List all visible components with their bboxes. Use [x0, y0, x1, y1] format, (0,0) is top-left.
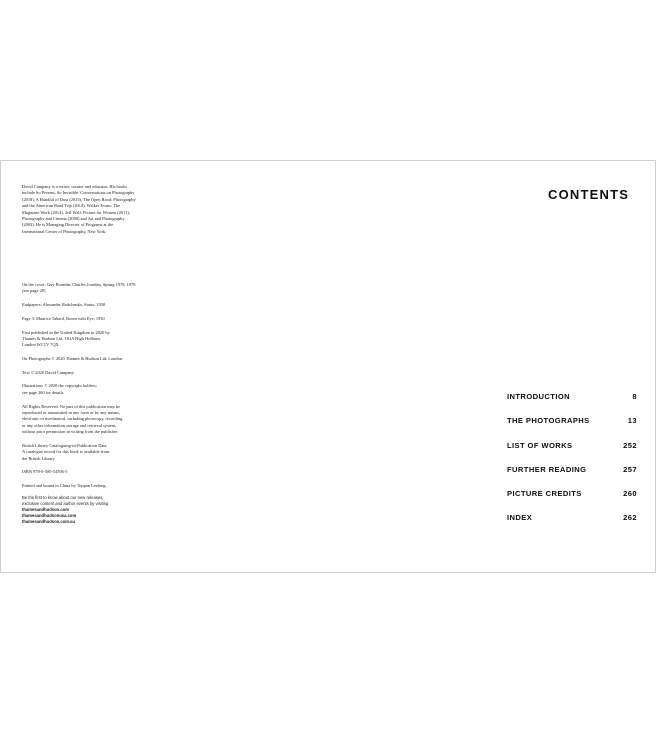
toc-entry-index[interactable] [507, 513, 637, 537]
isbn: ISBN 978-0-500-54506-5 [22, 469, 68, 475]
website-link[interactable]: thamesandhudson.com.au [22, 519, 76, 525]
toc-entry-the-photographs[interactable] [507, 416, 637, 440]
copyright-page [22, 184, 172, 525]
cover-credit-line: On the cover: Guy Bourdin, Charles Jourdan, Spring 1978, 1978 [22, 282, 136, 287]
bio-line: (2003). He is Managing Director of Programs at the [22, 222, 114, 228]
cover-credit-line: (see page 28) [22, 288, 46, 294]
text-copyright: Text © 2020 David Campany [22, 369, 74, 375]
first-published-line: Thames & Hudson Ltd, 181A High Holborn, [22, 335, 101, 341]
toc-label: LIST OF WORKS [507, 440, 573, 450]
on-photographs-copyright: On Photographs © 2020 Thames & Hudson Ltd, London [22, 356, 122, 362]
colophon [22, 282, 172, 526]
rights-line: without prior permission in writing from the publisher. [22, 429, 119, 435]
toc-page-number: 262 [623, 513, 637, 523]
toc-page-number: 13 [627, 416, 637, 426]
page3-credit: Page 3: Maurice Tabard, Room with Eye, 1930 [22, 315, 105, 321]
contents-title: CONTENTS [548, 187, 630, 202]
toc-page-number: 257 [623, 464, 637, 474]
bio-line: David Campany is a writer, curator and educator. His books [22, 184, 128, 189]
rights-line: electronic or mechanical, including photocopy, recording [22, 416, 123, 422]
promo-block [22, 495, 172, 526]
table-of-contents [507, 392, 637, 538]
british-library-line: British Library Cataloguing-in-Publication Data [22, 442, 107, 448]
website-link[interactable]: thamesandhudson.com [22, 506, 69, 512]
british-library-data [22, 443, 172, 462]
toc-entry-list-of-works[interactable] [507, 441, 637, 465]
toc-label: THE PHOTOGRAPHS [507, 416, 590, 426]
first-published-line: First published in the United Kingdom in 2020 by [22, 329, 110, 335]
toc-entry-further-reading[interactable] [507, 465, 637, 489]
toc-label: PICTURE CREDITS [507, 489, 582, 499]
bio-line: Magazine Work (2014), Jeff Wall: Picture for Women (2011), [22, 209, 130, 215]
illustrations-copyright [22, 383, 172, 396]
cover-credit [22, 282, 172, 295]
rights-line: reproduced or transmitted in any form or by any means, [22, 409, 121, 415]
toc-page-number: 260 [623, 489, 637, 499]
toc-page-number: 8 [632, 392, 637, 401]
promo-line: Be the first to know about our new releases, [22, 494, 104, 500]
book-spread [0, 160, 656, 573]
first-published-line: London WC1V 7QX [22, 342, 59, 348]
first-published [22, 330, 172, 349]
british-library-line: the British Library [22, 455, 55, 461]
toc-label: INTRODUCTION [507, 392, 571, 401]
rights-line: All Rights Reserved. No part of this publication may be [22, 403, 121, 409]
illustrations-line: see page 260 for details [22, 389, 64, 395]
endpapers-credit: Endpapers: Alexander Rodchenko, Stairs, 1930 [22, 302, 106, 308]
bio-line: International Center of Photography, New York. [22, 228, 107, 234]
toc-entry-picture-credits[interactable] [507, 489, 637, 513]
bio-line: and the American Road Trip (2014), Walker Evans: The [22, 203, 121, 209]
bio-line: Photography and Cinema (2008) and Art and Photography [22, 216, 125, 222]
promo-line: exclusive content and author events by visiting [22, 500, 109, 506]
toc-label: FURTHER READING [507, 464, 587, 474]
printed-in: Printed and bound in China by Toppan Leefung [22, 483, 106, 489]
british-library-line: A catalogue record for this book is available from [22, 449, 110, 455]
bio-line: include So Present, So Invisible: Conversations on Photography [22, 190, 135, 196]
toc-page-number: 252 [623, 440, 637, 450]
author-bio [22, 184, 168, 235]
toc-entry-introduction[interactable] [507, 392, 637, 416]
rights-statement [22, 404, 172, 436]
bio-line: (2018), A Handful of Dust (2015), The Open Road: Photography [22, 196, 136, 202]
rights-line: or any other information storage and retrieval system, [22, 422, 117, 428]
website-link[interactable]: thamesandhudsonusa.com [22, 513, 77, 519]
toc-label: INDEX [507, 513, 533, 523]
illustrations-line: Illustrations © 2020 the copyright holders; [22, 383, 97, 389]
